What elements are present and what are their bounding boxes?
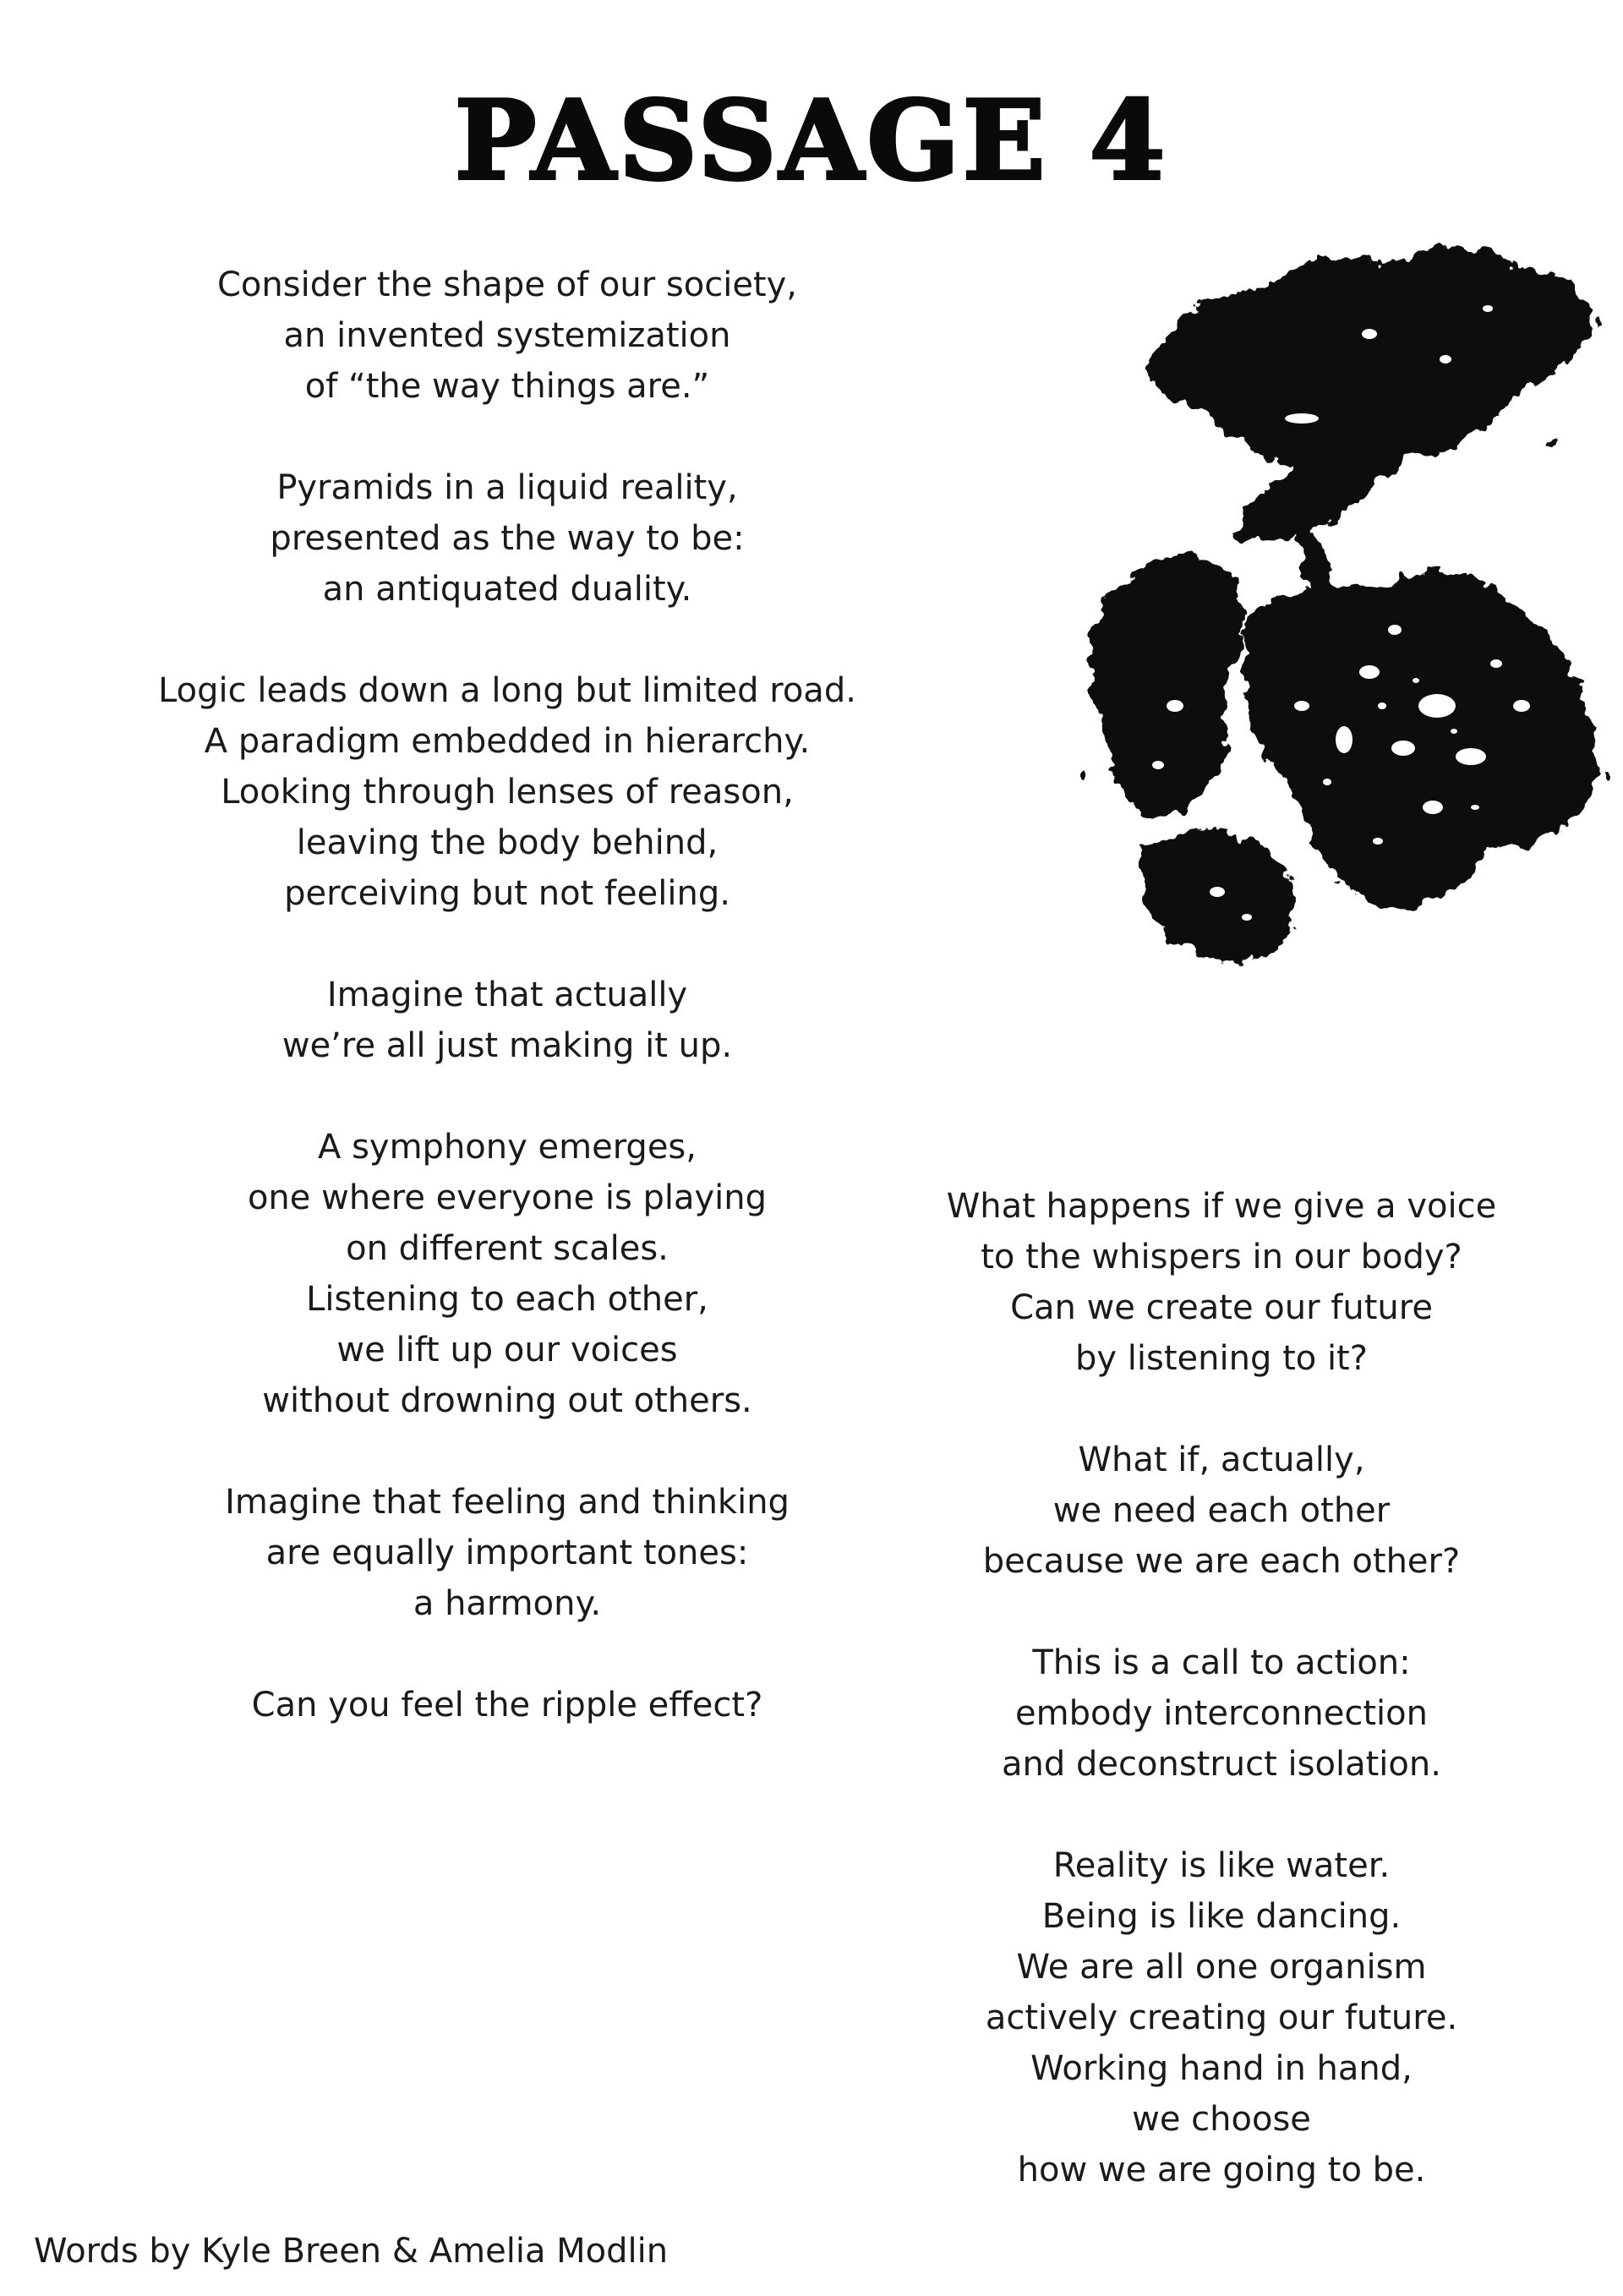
poem-line: perceiving but not feeling. (284, 874, 730, 913)
poem-line: because we are each other? (982, 1542, 1461, 1581)
poem-line: Can you feel the ripple effect? (251, 1686, 763, 1725)
stanza (110, 260, 904, 412)
poem-line: how we are going to be. (1017, 2151, 1426, 2189)
poem-line: we lift up our voices (336, 1331, 678, 1369)
poem-line: leaving the body behind, (296, 823, 719, 862)
poem-line: Being is like dancing. (1041, 1897, 1402, 1936)
poem-line: Working hand in hand, (1030, 2049, 1413, 2088)
poem-line: we choose (1132, 2100, 1311, 2139)
poem-line: presented as the way to be: (270, 519, 745, 558)
poem-line: an invented systemization (283, 316, 731, 355)
poem-line: This is a call to action: (1032, 1643, 1411, 1682)
poem-line: embody interconnection (1015, 1694, 1428, 1733)
ink-print-ginkgo-leaf-icon (1048, 232, 1623, 968)
stanza (110, 462, 904, 615)
poem-left-column (110, 260, 904, 1730)
poem-line: A symphony emerges, (318, 1128, 697, 1167)
stanza (110, 970, 904, 1071)
poem-line: What if, actually, (1078, 1440, 1365, 1479)
poem-line: Pyramids in a liquid reality, (276, 468, 738, 507)
poem-line: Listening to each other, (306, 1280, 708, 1319)
stanza (883, 1435, 1560, 1587)
poem-line: Consider the shape of our society, (217, 265, 797, 304)
poem-line: of “the way things are.” (304, 367, 710, 406)
poem-line: What happens if we give a voice (946, 1187, 1497, 1226)
poem-line: without drowning out others. (262, 1381, 752, 1420)
poem-line: We are all one organism (1016, 1948, 1427, 1987)
poem-line: Reality is like water. (1052, 1846, 1391, 1885)
stanza (110, 1122, 904, 1426)
page-title: PASSAGE 4 (454, 78, 1169, 205)
poem-line: Looking through lenses of reason, (221, 773, 794, 812)
poem-line: on different scales. (346, 1229, 669, 1268)
poem-line: Can we create our future (1010, 1288, 1433, 1327)
stanza (110, 1477, 904, 1629)
poem-right-column (883, 1181, 1560, 2195)
stanza (110, 1680, 904, 1730)
poem-line: are equally important tones: (265, 1533, 749, 1572)
poem-line: a harmony. (413, 1584, 602, 1623)
poem-line: Imagine that actually (326, 976, 688, 1014)
poem-line: and deconstruct isolation. (1002, 1745, 1441, 1784)
poem-line: an antiquated duality. (322, 570, 692, 609)
poem-line: by listening to it? (1075, 1339, 1368, 1378)
stanza (883, 1181, 1560, 1384)
poem-line: Imagine that feeling and thinking (225, 1483, 790, 1522)
stanza (883, 1637, 1560, 1790)
poem-line: Logic leads down a long but limited road. (158, 671, 856, 710)
poem-line: we’re all just making it up. (281, 1026, 733, 1065)
poem-line: to the whispers in our body? (981, 1238, 1462, 1276)
stanza (110, 665, 904, 919)
ink-shape (1078, 246, 1609, 963)
poem-line: A paradigm embedded in hierarchy. (204, 722, 811, 761)
poem-line: actively creating our future. (985, 1998, 1458, 2037)
poem-line: we need each other (1052, 1491, 1391, 1530)
poem-line: one where everyone is playing (247, 1178, 768, 1217)
author-credit: Words by Kyle Breen & Amelia Modlin (34, 2232, 669, 2271)
stanza (883, 1840, 1560, 2195)
